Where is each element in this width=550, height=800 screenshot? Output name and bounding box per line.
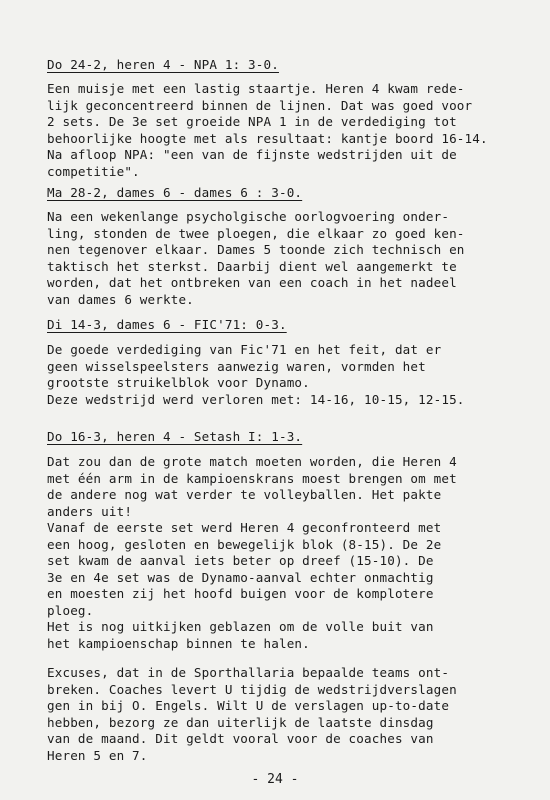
report-fic-body [47, 342, 517, 408]
text-line: van dames 6 werkte. [47, 291, 194, 307]
report-setash-body [47, 454, 517, 652]
report-npa [47, 57, 517, 74]
text-line: met één arm in de kampioenskrans moest brengen om met [47, 470, 457, 486]
text-line: breken. Coaches levert U tijdig de wedstrijdverslagen [47, 681, 457, 697]
report-dames-body [47, 209, 517, 308]
report-setash [47, 429, 517, 446]
report-npa-body [47, 81, 517, 180]
report-dames [47, 185, 517, 202]
section-heading: Di 14-3, dames 6 - FIC'71: 0-3. [47, 317, 287, 332]
text-line: van de maand. Dit geldt vooral voor de coaches van [47, 731, 434, 746]
text-line: grootste struikelblok voor Dynamo. [47, 375, 310, 390]
section-heading: Ma 28-2, dames 6 - dames 6 : 3-0. [47, 185, 303, 200]
section-heading: Do 16-3, heren 4 - Setash I: 1-3. [47, 429, 303, 444]
text-line: Deze wedstrijd werd verloren met: 14-16, 10-15, 12-15. [47, 391, 465, 407]
text-line: 3e en 4e set was de Dynamo-aanval echter onmachtig [47, 569, 434, 585]
text-line: Een muisje met een lastig staartje. Heren 4 kwam rede- [47, 81, 465, 96]
text-line: worden, dat het ontbreken van een coach in het nadeel [47, 275, 457, 290]
text-line: Dat zou dan de grote match moeten worden, die Heren 4 [47, 454, 457, 469]
text-line: competitie". [47, 163, 140, 179]
section-heading: Do 24-2, heren 4 - NPA 1: 3-0. [47, 57, 279, 72]
text-line: 2 sets. De 3e set groeide NPA 1 in de verdediging tot [47, 114, 457, 129]
text-line: Het is nog uitkijken geblazen om de volle buit van [47, 619, 434, 634]
text-line: Na afloop NPA: "een van de fijnste wedstrijden uit de [47, 147, 457, 162]
text-line: en moesten zij het hoofd buigen voor de komplotere [47, 586, 434, 601]
text-line: een hoog, gesloten en bewegelijk blok (8-15). De 2e [47, 536, 442, 552]
text-line: ploeg. [47, 602, 94, 618]
text-line: de andere nog wat verder te volleyballen. Het pakte [47, 487, 442, 502]
text-line: Vanaf de eerste set werd Heren 4 geconfronteerd met [47, 520, 442, 535]
text-line: taktisch het sterkst. Daarbij dient wel aangemerkt te [47, 258, 457, 274]
text-line: gen in bij O. Engels. Wilt U de verslagen up-to-date [47, 698, 450, 713]
text-line: ling, stonden de twee ploegen, die elkaar zo goed ken- [47, 225, 465, 241]
text-line: nen tegenover elkaar. Dames 5 toonde zich technisch en [47, 242, 465, 257]
text-line: het kampioenschap binnen te halen. [47, 635, 310, 651]
text-line: anders uit! [47, 503, 133, 519]
page-number: - 24 - [251, 772, 299, 787]
text-line: geen wisselspeelsters aanwezig waren, vormden het [47, 358, 426, 374]
closing-note [47, 665, 517, 764]
text-line: lijk geconcentreerd binnen de lijnen. Dat was goed voor [47, 97, 473, 113]
text-line: set kwam de aanval iets beter op dreef (15-10). De [47, 553, 434, 568]
text-line: De goede verdediging van Fic'71 en het feit, dat er [47, 342, 442, 357]
text-line: Excuses, dat in de Sporthallaria bepaalde teams ont- [47, 665, 450, 680]
report-fic [47, 317, 517, 334]
text-line: hebben, bezorg ze dan uiterlijk de laatste dinsdag [47, 714, 434, 730]
text-line: behoorlijke hoogte met als resultaat: kantje boord 16-14. [47, 130, 488, 146]
text-line: Heren 5 en 7. [47, 747, 148, 763]
text-line: Na een wekenlange psycholgische oorlogvoering onder- [47, 209, 450, 224]
